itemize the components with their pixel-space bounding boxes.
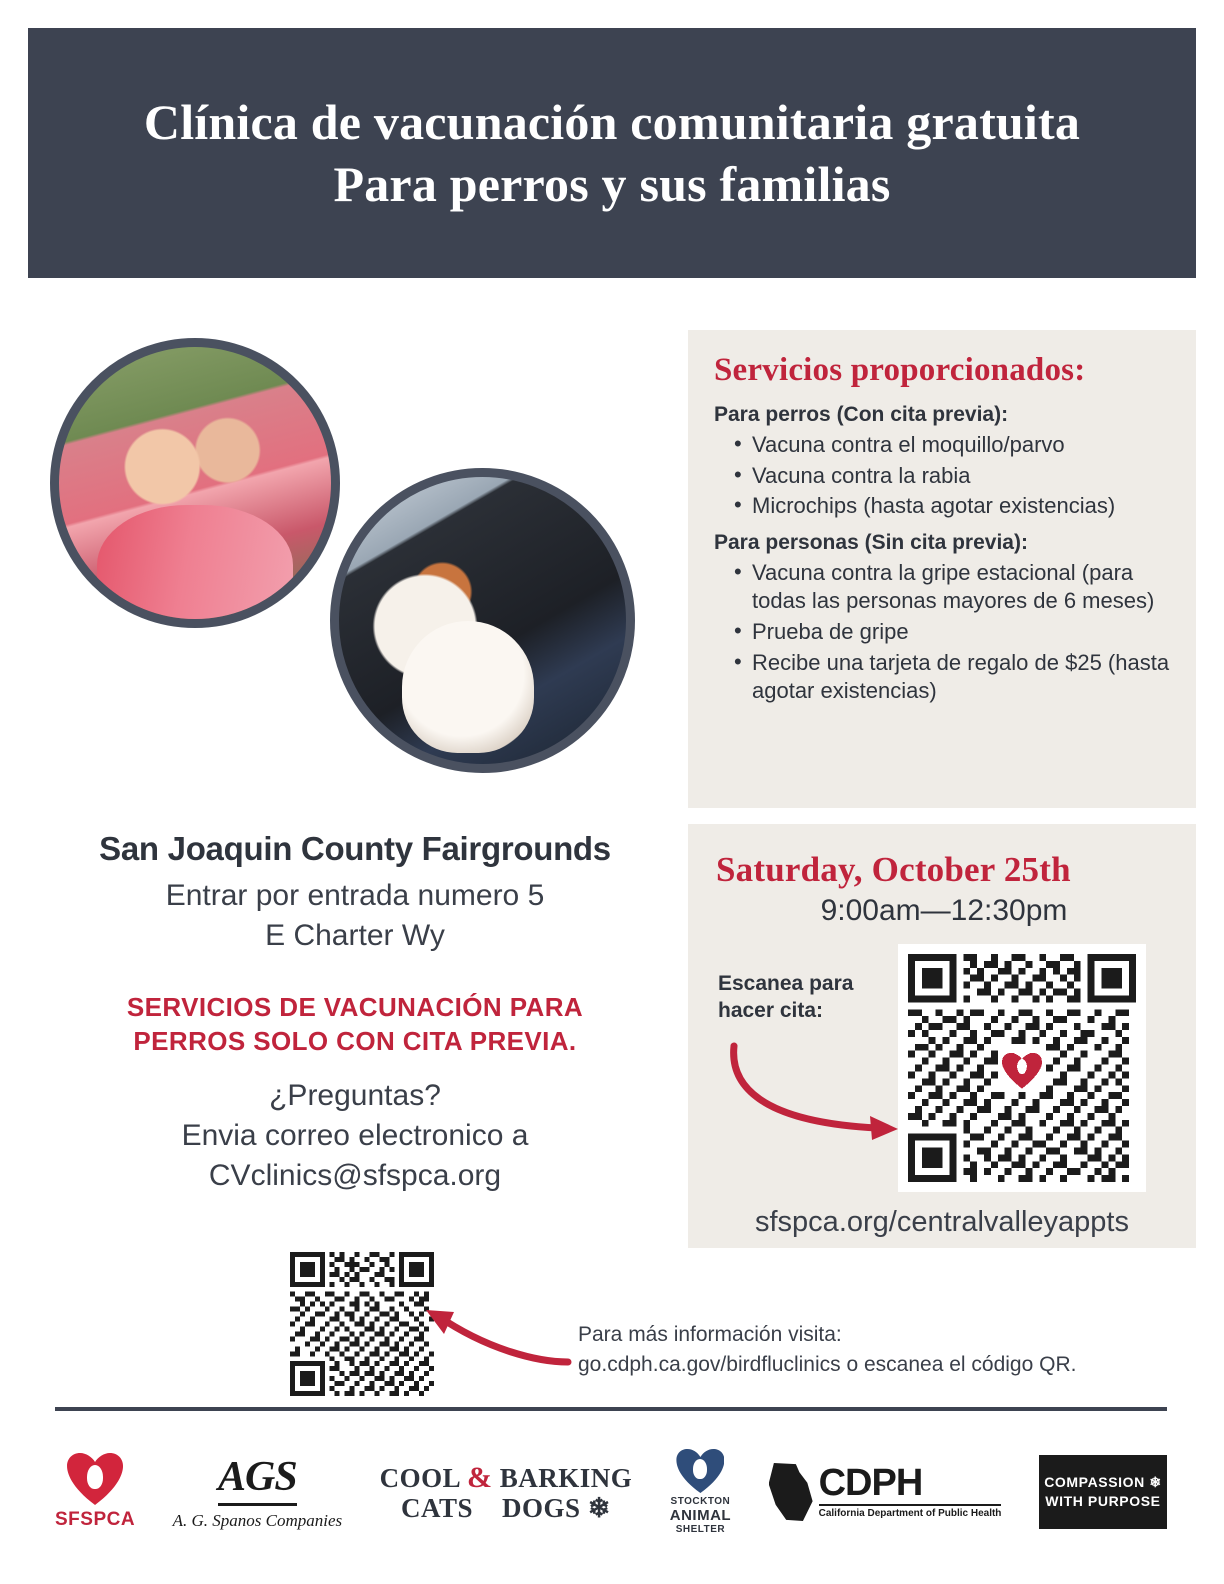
logo-ags-brand: AGS xyxy=(218,1453,297,1506)
heart-dog-icon xyxy=(676,1449,724,1493)
services-panel xyxy=(688,330,1196,808)
appointment-notice-line-1: SERVICIOS DE VACUNACIÓN PARA xyxy=(126,991,584,1022)
scan-label-line-2: hacer cita: xyxy=(718,999,824,1023)
logo-ccbd-dogs: DOGS xyxy=(502,1492,581,1523)
email-instruction: Envia correo electronico a xyxy=(181,1119,529,1152)
logo-sas-line-1: STOCKTON xyxy=(670,1496,731,1507)
logo-compassion-with-purpose xyxy=(1039,1455,1167,1529)
event-date: Saturday, October 25th xyxy=(716,850,1071,889)
logo-ccbd-line-2 xyxy=(401,1494,611,1522)
contact-email[interactable]: CVclinics@sfspca.org xyxy=(208,1158,502,1192)
event-time: 9:00am—12:30pm xyxy=(820,894,1068,927)
logo-ags xyxy=(173,1453,343,1531)
logo-cdph xyxy=(769,1463,1002,1521)
more-info-line-2: go.cdph.ca.gov/birdfluclinics o escanea el código QR. xyxy=(578,1353,1077,1377)
list-item: • Vacuna contra la rabia xyxy=(732,462,1170,491)
logo-ccbd-ampersand: & xyxy=(466,1461,493,1495)
appointment-notice xyxy=(40,990,670,1059)
cdph-qr-code[interactable] xyxy=(290,1252,434,1396)
appointment-url[interactable]: sfspca.org/centralvalleyappts xyxy=(755,1206,1129,1238)
heart-dog-icon xyxy=(67,1453,123,1505)
scan-label xyxy=(718,970,898,1025)
arrow-pointing-to-appointment-qr-icon xyxy=(728,1036,908,1146)
logo-ccbd-line-1 xyxy=(380,1462,633,1494)
venue-street: E Charter Wy xyxy=(265,918,445,952)
list-item: • Vacuna contra la gripe estacional (para todas las personas mayores de 6 meses) xyxy=(732,559,1170,616)
appointment-panel xyxy=(688,824,1196,1248)
appointment-notice-line-2: PERROS SOLO CON CITA PREVIA. xyxy=(133,1026,577,1057)
logo-ccbd-cool: COOL xyxy=(379,1463,460,1494)
more-info-text xyxy=(578,1320,1178,1381)
paw-icon: ❄ xyxy=(587,1492,611,1523)
more-info-line-1: Para más información visita: xyxy=(578,1323,842,1346)
logo-cwp-text-1: COMPASSION xyxy=(1044,1474,1145,1491)
footer-divider xyxy=(55,1407,1167,1411)
list-item: • Recibe una tarjeta de regalo de $25 (hasta agotar existencias) xyxy=(732,649,1170,706)
logo-cwp-line-2: WITH PURPOSE xyxy=(1045,1493,1161,1509)
sponsor-logo-row xyxy=(55,1432,1167,1552)
logo-sas-line-2: ANIMAL xyxy=(669,1507,732,1524)
services-people-list xyxy=(714,559,1170,706)
photo-collage xyxy=(40,330,670,780)
logo-cdph-acronym: CDPH xyxy=(818,1462,923,1505)
logo-sfspca xyxy=(55,1453,135,1531)
venue-entrance: Entrar por entrada numero 5 xyxy=(165,879,545,912)
header-title-line-2: Para perros y sus familias xyxy=(333,156,891,212)
venue-name: San Joaquin County Fairgrounds xyxy=(99,830,611,867)
list-item: • Microchips (hasta agotar existencias) xyxy=(732,492,1170,521)
logo-cdph-full-name: California Department of Public Health xyxy=(819,1504,1002,1520)
logo-stockton-animal-shelter xyxy=(670,1449,731,1535)
venue-block xyxy=(40,830,670,1195)
header-title-line-1: Clínica de vacunación comunitaria gratuita xyxy=(143,94,1081,150)
mother-and-daughter-photo xyxy=(50,338,340,628)
services-dogs-heading: Para perros (Con cita previa): xyxy=(714,403,1009,426)
header-banner xyxy=(28,28,1196,278)
man-holding-dog-photo xyxy=(330,468,635,773)
qr-center-logo xyxy=(998,1044,1046,1092)
logo-cwp-line-1 xyxy=(1044,1473,1161,1492)
california-bear-icon xyxy=(769,1463,813,1521)
logo-ccbd-cats: CATS xyxy=(400,1492,473,1523)
appointment-qr-code[interactable] xyxy=(898,944,1146,1192)
logo-sas-line-3: SHELTER xyxy=(675,1524,726,1535)
logo-sfspca-label: SFSPCA xyxy=(55,1509,136,1530)
paw-icon: ❄ xyxy=(1149,1474,1162,1491)
scan-label-line-1: Escanea para xyxy=(718,972,854,995)
qr-code-graphic xyxy=(908,954,1136,1182)
logo-ccbd-barking: BARKING xyxy=(499,1463,633,1494)
logo-cool-cats-barking-dogs xyxy=(380,1462,633,1522)
logo-ags-subtitle: A. G. Spanos Companies xyxy=(172,1511,343,1530)
list-item: • Prueba de gripe xyxy=(732,618,1170,647)
services-title: Servicios proporcionados: xyxy=(714,352,1086,388)
services-dogs-list xyxy=(714,431,1170,521)
list-item: • Vacuna contra el moquillo/parvo xyxy=(732,431,1170,460)
qr-code-graphic xyxy=(290,1252,434,1396)
arrow-pointing-to-cdph-qr-icon xyxy=(418,1288,578,1368)
questions-heading: ¿Preguntas? xyxy=(269,1079,441,1113)
services-people-heading: Para personas (Sin cita previa): xyxy=(714,530,1028,554)
